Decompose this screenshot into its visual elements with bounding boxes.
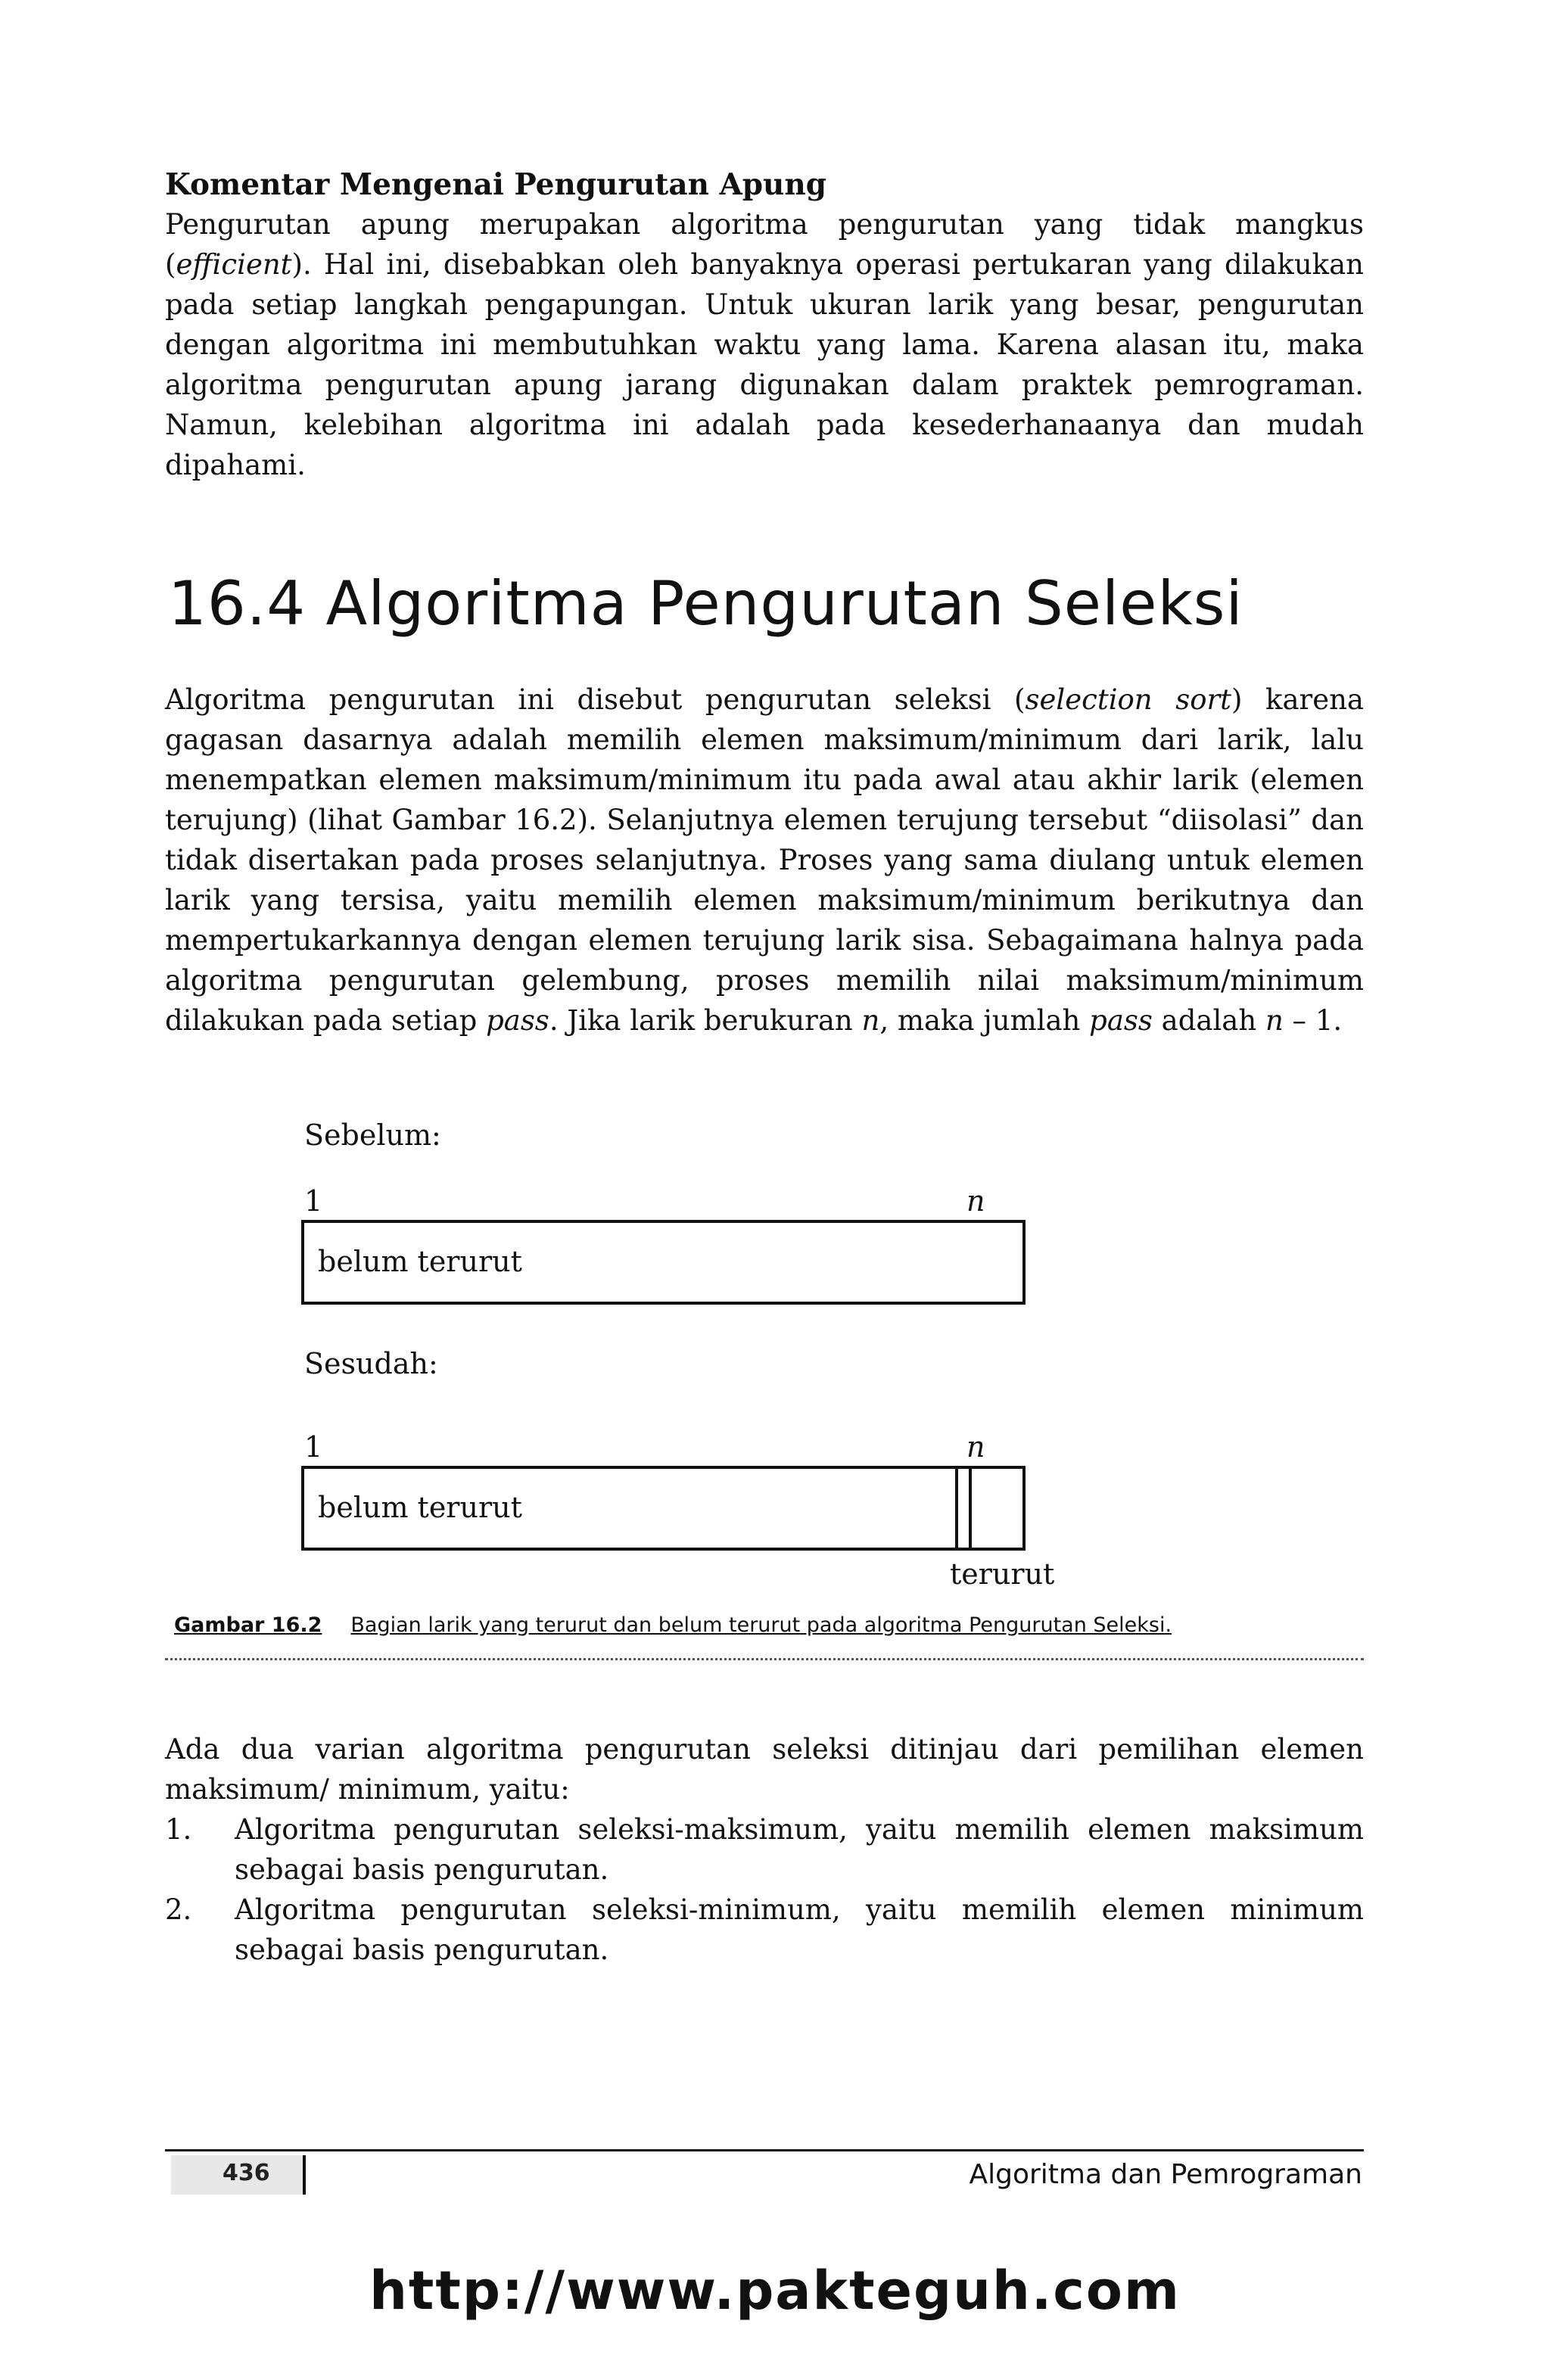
page-number: 436 [223,2160,270,2186]
caption-label: Gambar 16.2 [174,1613,322,1637]
after-sorted-label: terurut [950,1557,1055,1591]
intro-text-6: – 1. [1283,1004,1343,1037]
list-item-text: Algoritma pengurutan seleksi-minimum, yaitu memilih elemen minimum sebagai basis pengurutan. [235,1893,1364,1966]
komentar-text-1: Pengurutan apung merupakan algoritma pengurutan yang tidak mangkus ( [165,208,1364,281]
variants-intro: Ada dua varian algoritma pengurutan seleksi ditinjau dari pemilihan elemen maksimum/ minimum, yaitu: [165,1733,1364,1806]
page-number-box [171,2155,306,2195]
list-item [165,1890,1364,1970]
footer-book-title: Algoritma dan Pemrograman [969,2159,1362,2190]
intro-paragraph [165,680,1364,1041]
before-index-start: 1 [304,1184,323,1218]
caption-divider [165,1658,1364,1660]
intro-text-italic-1: selection sort [1025,683,1232,716]
before-unsorted-label: belum terurut [318,1245,522,1278]
komentar-text-italic: efficient [176,248,292,281]
intro-text-italic-2: pass [486,1004,549,1037]
after-label: Sesudah: [304,1347,438,1380]
komentar-paragraph [165,204,1364,485]
before-label: Sebelum: [304,1118,441,1152]
intro-text-1: Algoritma pengurutan ini disebut pengurutan seleksi ( [165,683,1026,716]
list-item-text: Algoritma pengurutan seleksi-maksimum, yaitu memilih elemen maksimum sebagai basis pengurutan. [235,1813,1364,1886]
list-item-number: 1. [165,1813,192,1846]
variant-list [165,1809,1364,1970]
after-index-end: n [966,1430,985,1464]
intro-text-5: adalah [1152,1004,1265,1037]
intro-text-italic-3: n [861,1004,880,1037]
intro-text-3: . Jika larik berukuran [549,1004,862,1037]
variants-section [165,1729,1364,1970]
intro-text-italic-4: pass [1089,1004,1153,1037]
komentar-text-2: ). Hal ini, disebabkan oleh banyaknya operasi pertukaran yang dilakukan pada setiap langkah pengapungan. Untuk ukuran larik yang besar, pengurutan dengan algoritma ini membutuhkan waktu yang lama. Karena alasan itu, maka algoritma pengurutan apung jarang digunakan dalam praktek pemrograman. Namun, kelebihan algoritma ini adalah pada kesederhanaanya dan mudah dipahami. [165,248,1364,481]
list-item-number: 2. [165,1893,192,1926]
list-item [165,1809,1364,1890]
after-divider-inner [969,1469,972,1548]
intro-section [165,680,1364,1041]
komentar-heading: Komentar Mengenai Pengurutan Apung [165,167,827,202]
after-unsorted-label: belum terurut [318,1491,522,1524]
section-heading: 16.4 Algoritma Pengurutan Seleksi [168,568,1243,639]
after-index-start: 1 [304,1430,323,1464]
intro-text-italic-5: n [1265,1004,1284,1037]
after-divider-outer [955,1469,958,1548]
caption-text: Bagian larik yang terurut dan belum terurut pada algoritma Pengurutan Seleksi. [350,1613,1172,1637]
watermark-url: http://www.pakteguh.com [369,2260,1181,2322]
figure-caption [174,1613,1366,1638]
komentar-section [165,165,1364,485]
before-index-end: n [966,1184,985,1218]
footer-rule [165,2149,1364,2151]
intro-text-2: ) karena gagasan dasarnya adalah memilih elemen maksimum/minimum dari larik, lalu menempatkan elemen maksimum/minimum itu pada awal atau akhir larik (elemen terujung) (lihat Gambar 16.2). Selanjutnya elemen terujung tersebut “diisolasi” dan tidak disertakan pada proses selanjutnya. Proses yang sama diulang untuk elemen larik yang tersisa, yaitu memilih elemen maksimum/minimum berikutnya dan mempertukarkannya dengan elemen terujung larik sisa. Sebagaimana halnya pada algoritma pengurutan gelembung, proses memilih nilai maksimum/minimum dilakukan pada setiap [165,683,1364,1037]
intro-text-4: , maka jumlah [879,1004,1090,1037]
